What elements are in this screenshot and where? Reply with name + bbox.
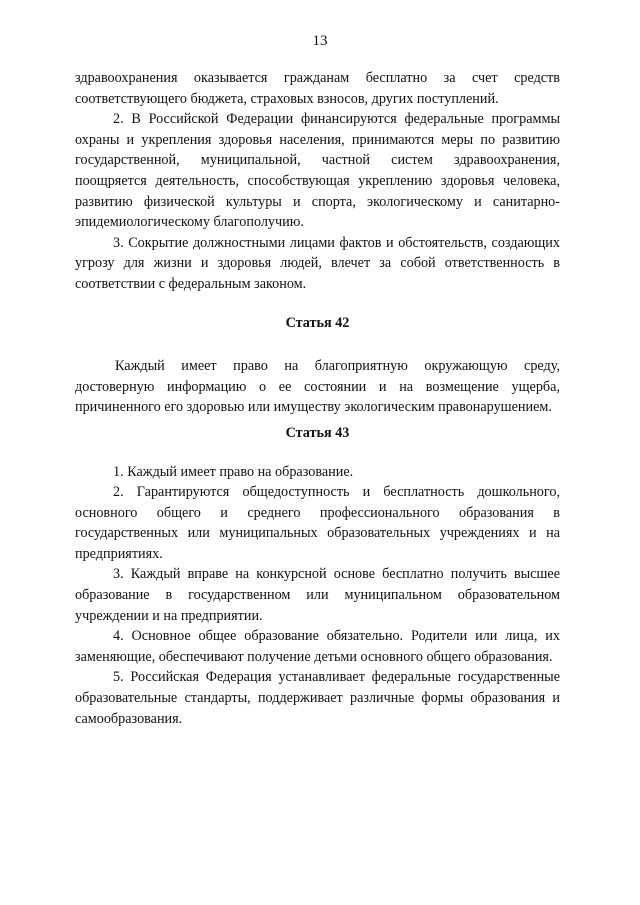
article-41-paragraph-3: 3. Сокрытие должностными лицами фактов и обстоятельств, создающих угрозу для жизни и здоровья людей, влечет за собой ответственность в соответствии с федеральным законом. — [75, 234, 560, 292]
article-43-paragraph-3: 3. Каждый вправе на конкурсной основе бесплатно получить высшее образование в государственном или муниципальном образовательном учреждении и на предприятии. — [75, 566, 560, 624]
article-41-continuation: здравоохранения оказывается гражданам бесплатно за счет средств соответствующего бюджета, страховых взносов, других поступлений. — [75, 70, 560, 107]
document-body — [75, 68, 560, 729]
article-43-heading: Статья 43 — [285, 424, 350, 441]
article-43-paragraph-2: 2. Гарантируются общедоступность и бесплатность дошкольного, основного общего и среднего профессионального образования в государственных или муниципальных образовательных учреждениях и на предприятиях. — [75, 484, 560, 562]
article-43-paragraph-1: 1. Каждый имеет право на образование. — [113, 463, 354, 480]
article-42-text: Каждый имеет право на благоприятную окружающую среду, достоверную информацию о ее состоянии и на возмещение ущерба, причиненного его здоровью или имуществу экологическим правонарушением. — [75, 358, 560, 416]
page-number: 13 — [312, 33, 328, 49]
article-42-heading: Статья 42 — [285, 314, 350, 331]
article-43-paragraph-5: 5. Российская Федерация устанавливает федеральные государственные образовательные стандарты, поддерживает различные формы образования и самообразования. — [75, 669, 560, 727]
article-43-paragraph-4: 4. Основное общее образование обязательно. Родители или лица, их заменяющие, обеспечивают получение детьми основного общего образования. — [75, 628, 560, 665]
article-41-paragraph-2: 2. В Российской Федерации финансируются федеральные программы охраны и укрепления здоровья населения, принимаются меры по развитию государственной, муниципальной, частной систем здравоохранения, поощряется деятельность, способствующая укреплению здоровья человека, развитию физической культуры и спорта, экологическому и санитарно-эпидемиологическому благополучию. — [75, 111, 560, 231]
